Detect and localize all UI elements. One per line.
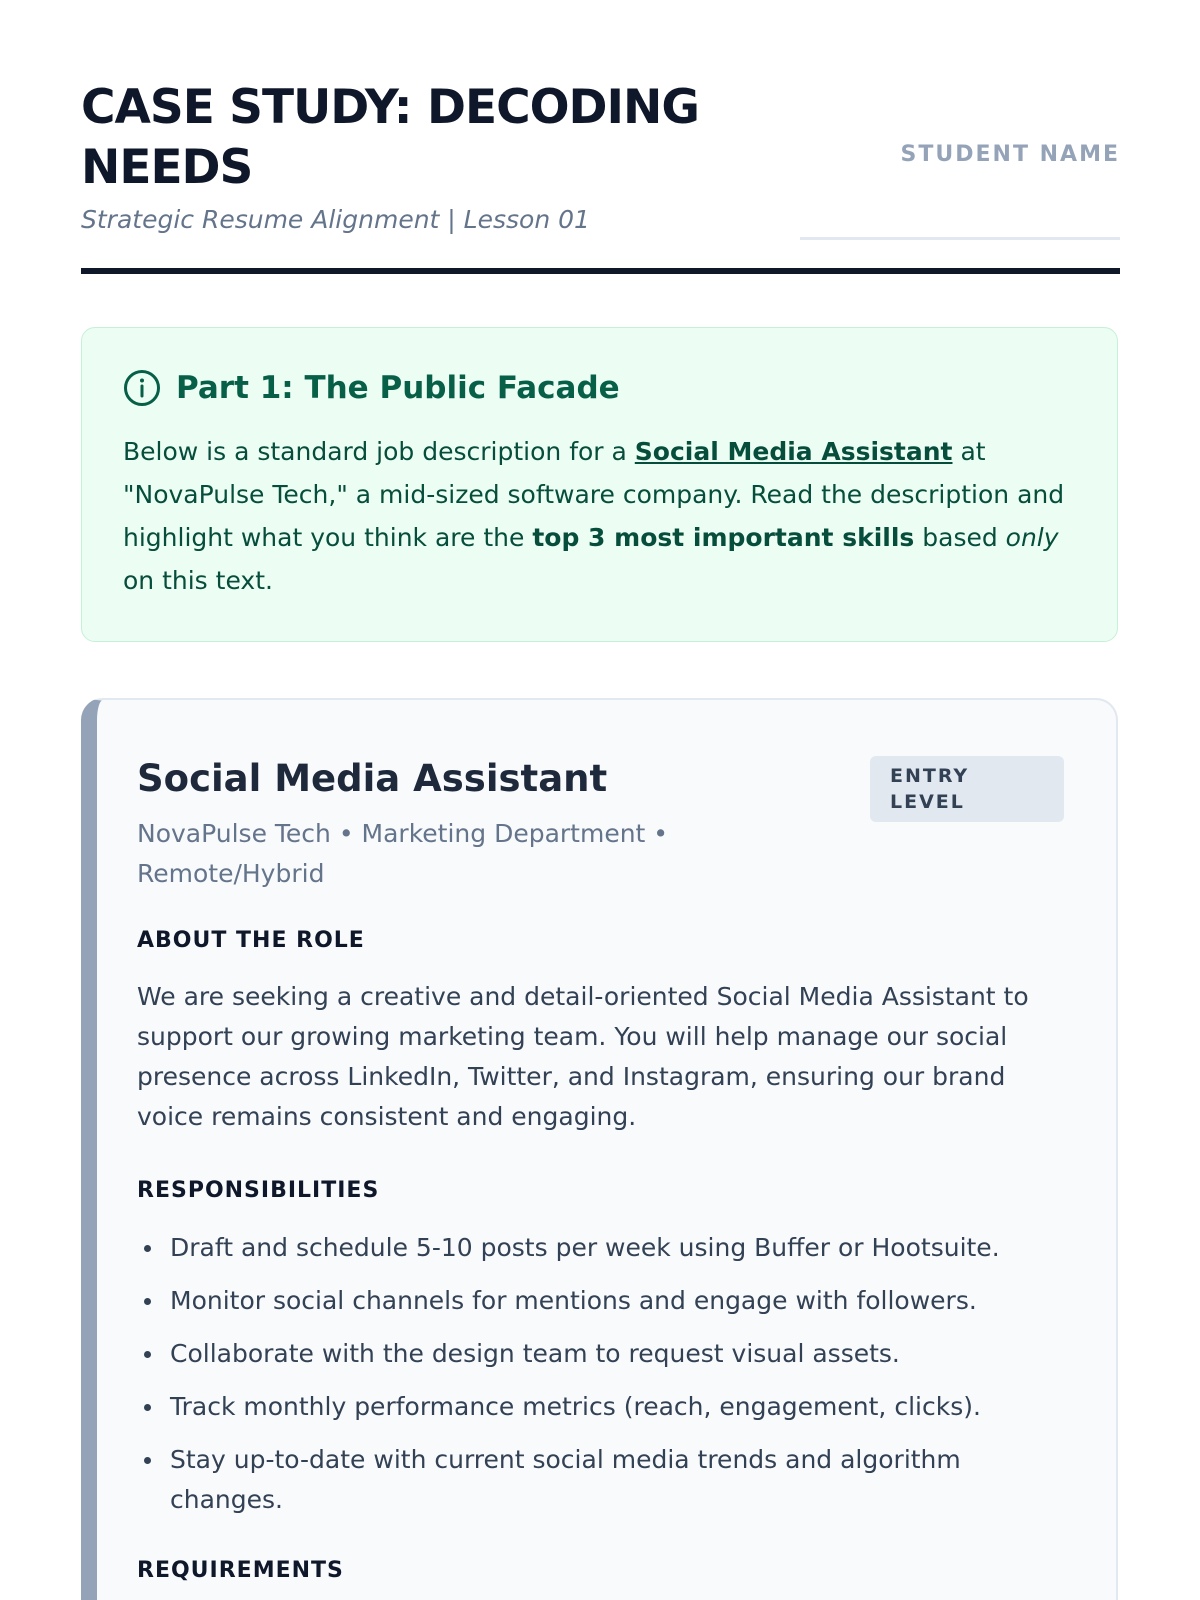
part1-emphasis: top 3 most important skills xyxy=(532,523,915,552)
part1-heading xyxy=(123,366,1077,410)
job-description-card xyxy=(81,698,1118,1600)
student-name-field[interactable] xyxy=(800,237,1120,240)
part1-text-1: Below is a standard job description for a xyxy=(123,437,635,466)
bullet-icon xyxy=(144,1404,151,1411)
part1-italic: only xyxy=(1005,523,1059,552)
list-item xyxy=(137,1281,1017,1321)
list-item-text: Monitor social channels for mentions and engage with followers. xyxy=(170,1286,977,1315)
list-item xyxy=(137,1228,1017,1268)
about-text: We are seeking a creative and detail-oriented Social Media Assistant to support our growing marketing team. You will help manage our social presence across LinkedIn, Twitter, and Instagram, ensuring our brand voice remains consistent and engaging. xyxy=(137,982,1029,1131)
list-item-text: Collaborate with the design team to request visual assets. xyxy=(170,1339,900,1368)
list-item xyxy=(137,1440,1017,1520)
part1-text-3: based xyxy=(914,523,1006,552)
job-meta: NovaPulse Tech • Marketing Department • Remote/Hybrid xyxy=(137,819,669,888)
role-link[interactable]: Social Media Assistant xyxy=(634,437,953,466)
responsibilities-list xyxy=(137,1228,1017,1533)
list-item xyxy=(137,1387,1017,1427)
bullet-icon xyxy=(144,1457,151,1464)
requirements-heading: REQUIREMENTS xyxy=(137,1558,344,1583)
worksheet-page xyxy=(81,0,1120,1583)
page-title: CASE STUDY: DECODING NEEDS xyxy=(81,80,699,195)
student-name-label: STUDENT NAME xyxy=(900,142,1120,167)
part1-title: Part 1: The Public Facade xyxy=(176,370,620,406)
header-divider xyxy=(81,268,1120,274)
part1-text-4: on this text. xyxy=(123,566,273,595)
about-heading: ABOUT THE ROLE xyxy=(137,928,365,953)
bullet-icon xyxy=(144,1298,151,1305)
list-item-text: Draft and schedule 5-10 posts per week using Buffer or Hootsuite. xyxy=(170,1233,1000,1262)
level-badge: ENTRY LEVEL xyxy=(870,756,1064,822)
part1-text-2: at "NovaPulse Tech," a mid-sized software company. Read the description and highlight what you think are the xyxy=(123,437,1065,552)
bullet-icon xyxy=(144,1351,151,1358)
list-item-text: Track monthly performance metrics (reach, engagement, clicks). xyxy=(170,1392,981,1421)
job-title: Social Media Assistant xyxy=(137,757,608,800)
list-item-text: Stay up-to-date with current social media trends and algorithm changes. xyxy=(170,1445,961,1514)
responsibilities-heading: RESPONSIBILITIES xyxy=(137,1178,380,1203)
part1-instructions xyxy=(123,430,1077,602)
bullet-icon xyxy=(144,1245,151,1252)
part1-info-box xyxy=(81,327,1118,642)
list-item xyxy=(137,1334,1017,1374)
page-subtitle: Strategic Resume Alignment | Lesson 01 xyxy=(81,205,590,234)
info-icon xyxy=(123,369,161,407)
worksheet-header xyxy=(81,0,1120,274)
